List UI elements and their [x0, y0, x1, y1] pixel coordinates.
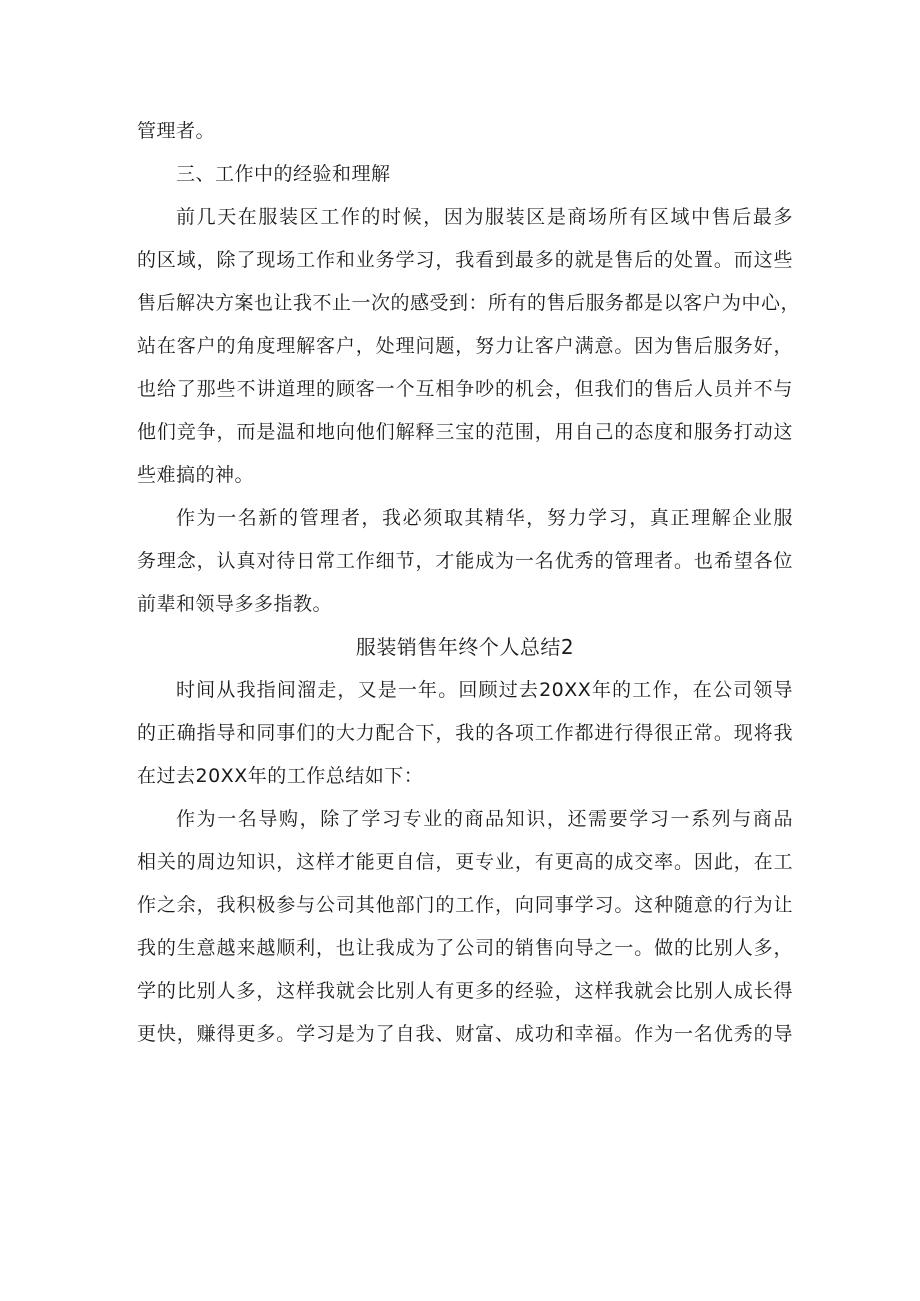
- paragraph-line: 也给了那些不讲道理的顾客一个互相争吵的机会，但我们的售后人员并不与: [137, 378, 793, 400]
- paragraph-line: 站在客户的角度理解客户，处理问题，努力让客户满意。因为售后服务好，: [137, 335, 793, 357]
- paragraph-line: 他们竞争，而是温和地向他们解释三宝的范围，用自己的态度和服务打动这: [137, 421, 793, 443]
- paragraph-line: 务理念，认真对待日常工作细节，才能成为一名优秀的管理者。也希望各位: [137, 550, 793, 572]
- document-title: 服装销售年终个人总结2: [355, 635, 575, 659]
- paragraph-line: 的区域，除了现场工作和业务学习，我看到最多的就是售后的处置。而这些: [137, 249, 793, 271]
- section-heading: 三、工作中的经验和理解: [176, 163, 391, 185]
- paragraph-line: 的正确指导和同事们的大力配合下，我的各项工作都进行得很正常。现将我: [137, 722, 793, 744]
- document-page: [137, 110, 801, 1056]
- paragraph-line: 相关的周边知识，这样才能更自信，更专业，有更高的成交率。因此，在工: [137, 851, 793, 873]
- paragraph-line: 作之余，我积极参与公司其他部门的工作，向同事学习。这种随意的行为让: [137, 894, 793, 916]
- paragraph-line: 售后解决方案也让我不止一次的感受到：所有的售后服务都是以客户为中心，: [137, 292, 801, 314]
- paragraph-line: 些难搞的神。: [137, 464, 255, 486]
- paragraph-line: 作为一名新的管理者，我必须取其精华，努力学习，真正理解企业服: [176, 507, 793, 529]
- paragraph-line: 前几天在服装区工作的时候，因为服装区是商场所有区域中售后最多: [176, 206, 793, 228]
- paragraph-line: 我的生意越来越顺利，也让我成为了公司的销售向导之一。做的比别人多，: [137, 937, 793, 959]
- paragraph-line: 更快，赚得更多。学习是为了自我、财富、成功和幸福。作为一名优秀的导: [137, 1023, 793, 1045]
- paragraph-line: 时间从我指间溜走，又是一年。回顾过去20XX年的工作，在公司领导: [176, 679, 793, 701]
- paragraph-line: 作为一名导购，除了学习专业的商品知识，还需要学习一系列与商品: [176, 808, 793, 830]
- paragraph-line: 管理者。: [137, 120, 216, 142]
- paragraph-line: 学的比别人多，这样我就会比别人有更多的经验，这样我就会比别人成长得: [137, 980, 793, 1002]
- paragraph-line: 在过去20XX年的工作总结如下：: [137, 765, 424, 787]
- paragraph-line: 前辈和领导多多指教。: [137, 593, 333, 615]
